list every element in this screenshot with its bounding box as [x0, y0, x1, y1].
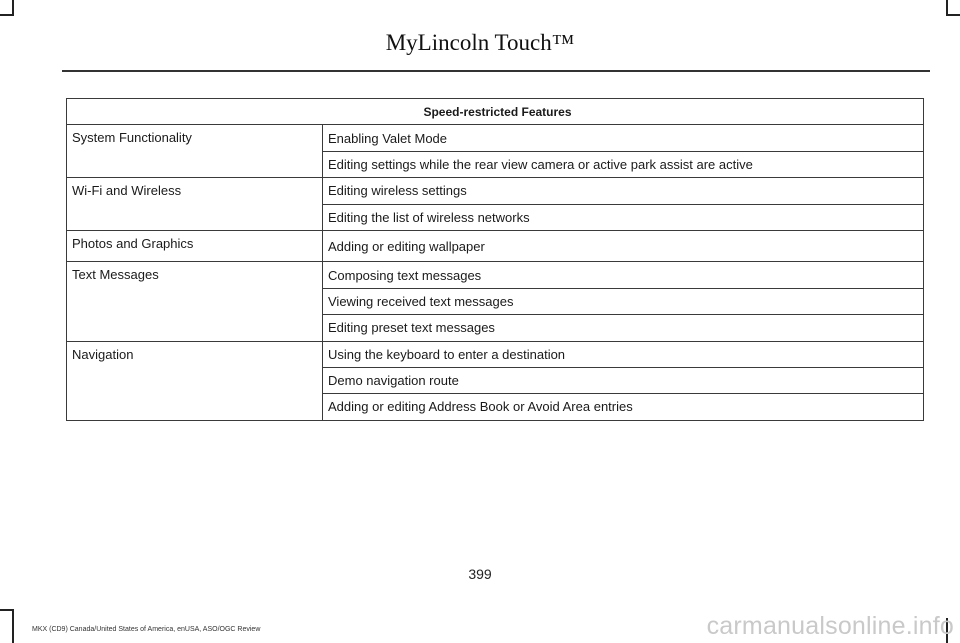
feature-cell: Demo navigation route [323, 367, 924, 393]
category-cell: Text Messages [67, 262, 323, 341]
feature-cell: Using the keyboard to enter a destination [323, 341, 924, 367]
footer-note: MKX (CD9) Canada/United States of America, enUSA, ASO/OGC Review [32, 626, 261, 633]
table-caption-row [67, 99, 924, 125]
table-row [67, 230, 924, 261]
feature-cell: Adding or editing wallpaper [323, 230, 924, 261]
feature-cell: Enabling Valet Mode [323, 125, 924, 151]
crop-mark-top-left-horizontal [0, 14, 14, 16]
page-number: 399 [468, 566, 492, 582]
table-row [67, 341, 924, 367]
feature-cell: Composing text messages [323, 262, 924, 288]
watermark: carmanualsonline.info [706, 612, 954, 640]
feature-cell: Editing preset text messages [323, 315, 924, 341]
table-caption: Speed-restricted Features [67, 99, 924, 125]
category-cell: System Functionality [67, 125, 323, 178]
feature-cell: Editing the list of wireless networks [323, 204, 924, 230]
feature-cell: Editing wireless settings [323, 178, 924, 204]
table-row [67, 125, 924, 151]
feature-cell: Viewing received text messages [323, 288, 924, 314]
header-rule [62, 70, 930, 72]
category-cell: Photos and Graphics [67, 230, 323, 261]
page-header-title: MyLincoln Touch™ [385, 30, 575, 55]
feature-cell: Editing settings while the rear view camera or active park assist are active [323, 151, 924, 177]
speed-restricted-features-table [66, 98, 924, 421]
crop-mark-bottom-left-vertical [12, 610, 14, 643]
crop-mark-top-right-vertical [946, 0, 948, 14]
category-cell: Navigation [67, 341, 323, 420]
feature-cell: Adding or editing Address Book or Avoid Area entries [323, 394, 924, 420]
table-row [67, 262, 924, 288]
crop-mark-top-right-horizontal [946, 14, 960, 16]
category-cell: Wi-Fi and Wireless [67, 178, 323, 231]
crop-mark-top-left-vertical [12, 0, 14, 14]
table-row [67, 178, 924, 204]
crop-mark-bottom-left-horizontal [0, 609, 14, 611]
